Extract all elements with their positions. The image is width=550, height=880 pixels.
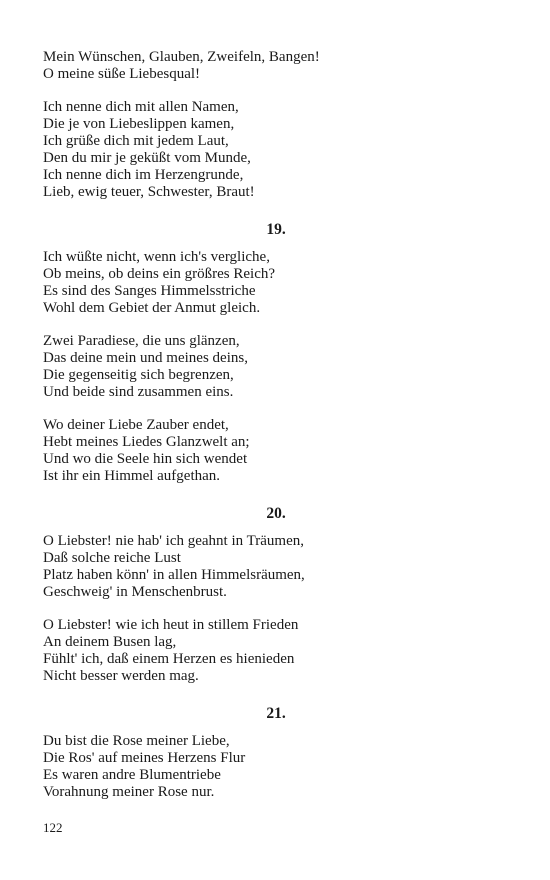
verse-line: Zwei Paradiese, die uns glänzen,	[43, 333, 240, 349]
poem-number-heading: 19.	[266, 221, 286, 238]
page-number: 122	[43, 820, 63, 835]
verse-line: Lieb, ewig teuer, Schwester, Braut!	[43, 184, 255, 200]
verse-line: Die Ros' auf meines Herzens Flur	[43, 750, 246, 766]
poem-number-heading: 21.	[266, 705, 286, 722]
verse-line: O Liebster! nie hab' ich geahnt in Träumen,	[43, 533, 304, 549]
stanza	[43, 99, 503, 201]
verse-line: Den du mir je geküßt vom Munde,	[43, 150, 251, 166]
poem-20	[43, 505, 503, 685]
poem-19	[43, 221, 503, 485]
verse-line: Vorahnung meiner Rose nur.	[43, 784, 215, 800]
verse-line: Ob meins, ob deins ein größres Reich?	[43, 266, 276, 282]
verse-line: Fühlt' ich, daß einem Herzen es hienieden	[43, 651, 295, 667]
stanza	[43, 533, 503, 601]
verse-line: Ich nenne dich im Herzengrunde,	[43, 167, 244, 183]
poem-21	[43, 705, 503, 801]
stanza	[43, 249, 503, 317]
verse-line: Ich wüßte nicht, wenn ich's vergliche,	[43, 249, 270, 265]
verse-line: Nicht besser werden mag.	[43, 668, 199, 684]
stanza	[43, 417, 503, 485]
verse-line: Es sind des Sanges Himmelsstriche	[43, 283, 256, 299]
stanza	[43, 49, 503, 83]
verse-line: Die gegenseitig sich begrenzen,	[43, 367, 234, 383]
verse-line: Und wo die Seele hin sich wendet	[43, 451, 248, 467]
verse-line: Ist ihr ein Himmel aufgethan.	[43, 468, 221, 484]
stanza	[43, 733, 503, 801]
stanza	[43, 617, 503, 685]
poem-page	[43, 49, 503, 817]
poem-number-heading: 20.	[266, 505, 286, 522]
verse-line: Wo deiner Liebe Zauber endet,	[43, 417, 229, 433]
verse-line: Du bist die Rose meiner Liebe,	[43, 733, 230, 749]
verse-line: Wohl dem Gebiet der Anmut gleich.	[43, 300, 261, 316]
verse-line: O Liebster! wie ich heut in stillem Frieden	[43, 617, 299, 633]
verse-line: Mein Wünschen, Glauben, Zweifeln, Bangen!	[43, 49, 320, 65]
verse-line: Geschweig' in Menschenbrust.	[43, 584, 227, 600]
verse-line: Die je von Liebeslippen kamen,	[43, 116, 235, 132]
verse-line: Ich nenne dich mit allen Namen,	[43, 99, 239, 115]
verse-line: O meine süße Liebesqual!	[43, 66, 201, 82]
verse-line: Platz haben könn' in allen Himmelsräumen,	[43, 567, 305, 583]
verse-line: Es waren andre Blumentriebe	[43, 767, 221, 783]
verse-line: Hebt meines Liedes Glanzwelt an;	[43, 434, 250, 450]
verse-line: Das deine mein und meines deins,	[43, 350, 248, 366]
stanza	[43, 333, 503, 401]
verse-line: An deinem Busen lag,	[43, 634, 177, 650]
verse-line: Ich grüße dich mit jedem Laut,	[43, 133, 229, 149]
verse-line: Und beide sind zusammen eins.	[43, 384, 234, 400]
poem-continuation	[43, 49, 503, 201]
verse-line: Daß solche reiche Lust	[43, 550, 181, 566]
